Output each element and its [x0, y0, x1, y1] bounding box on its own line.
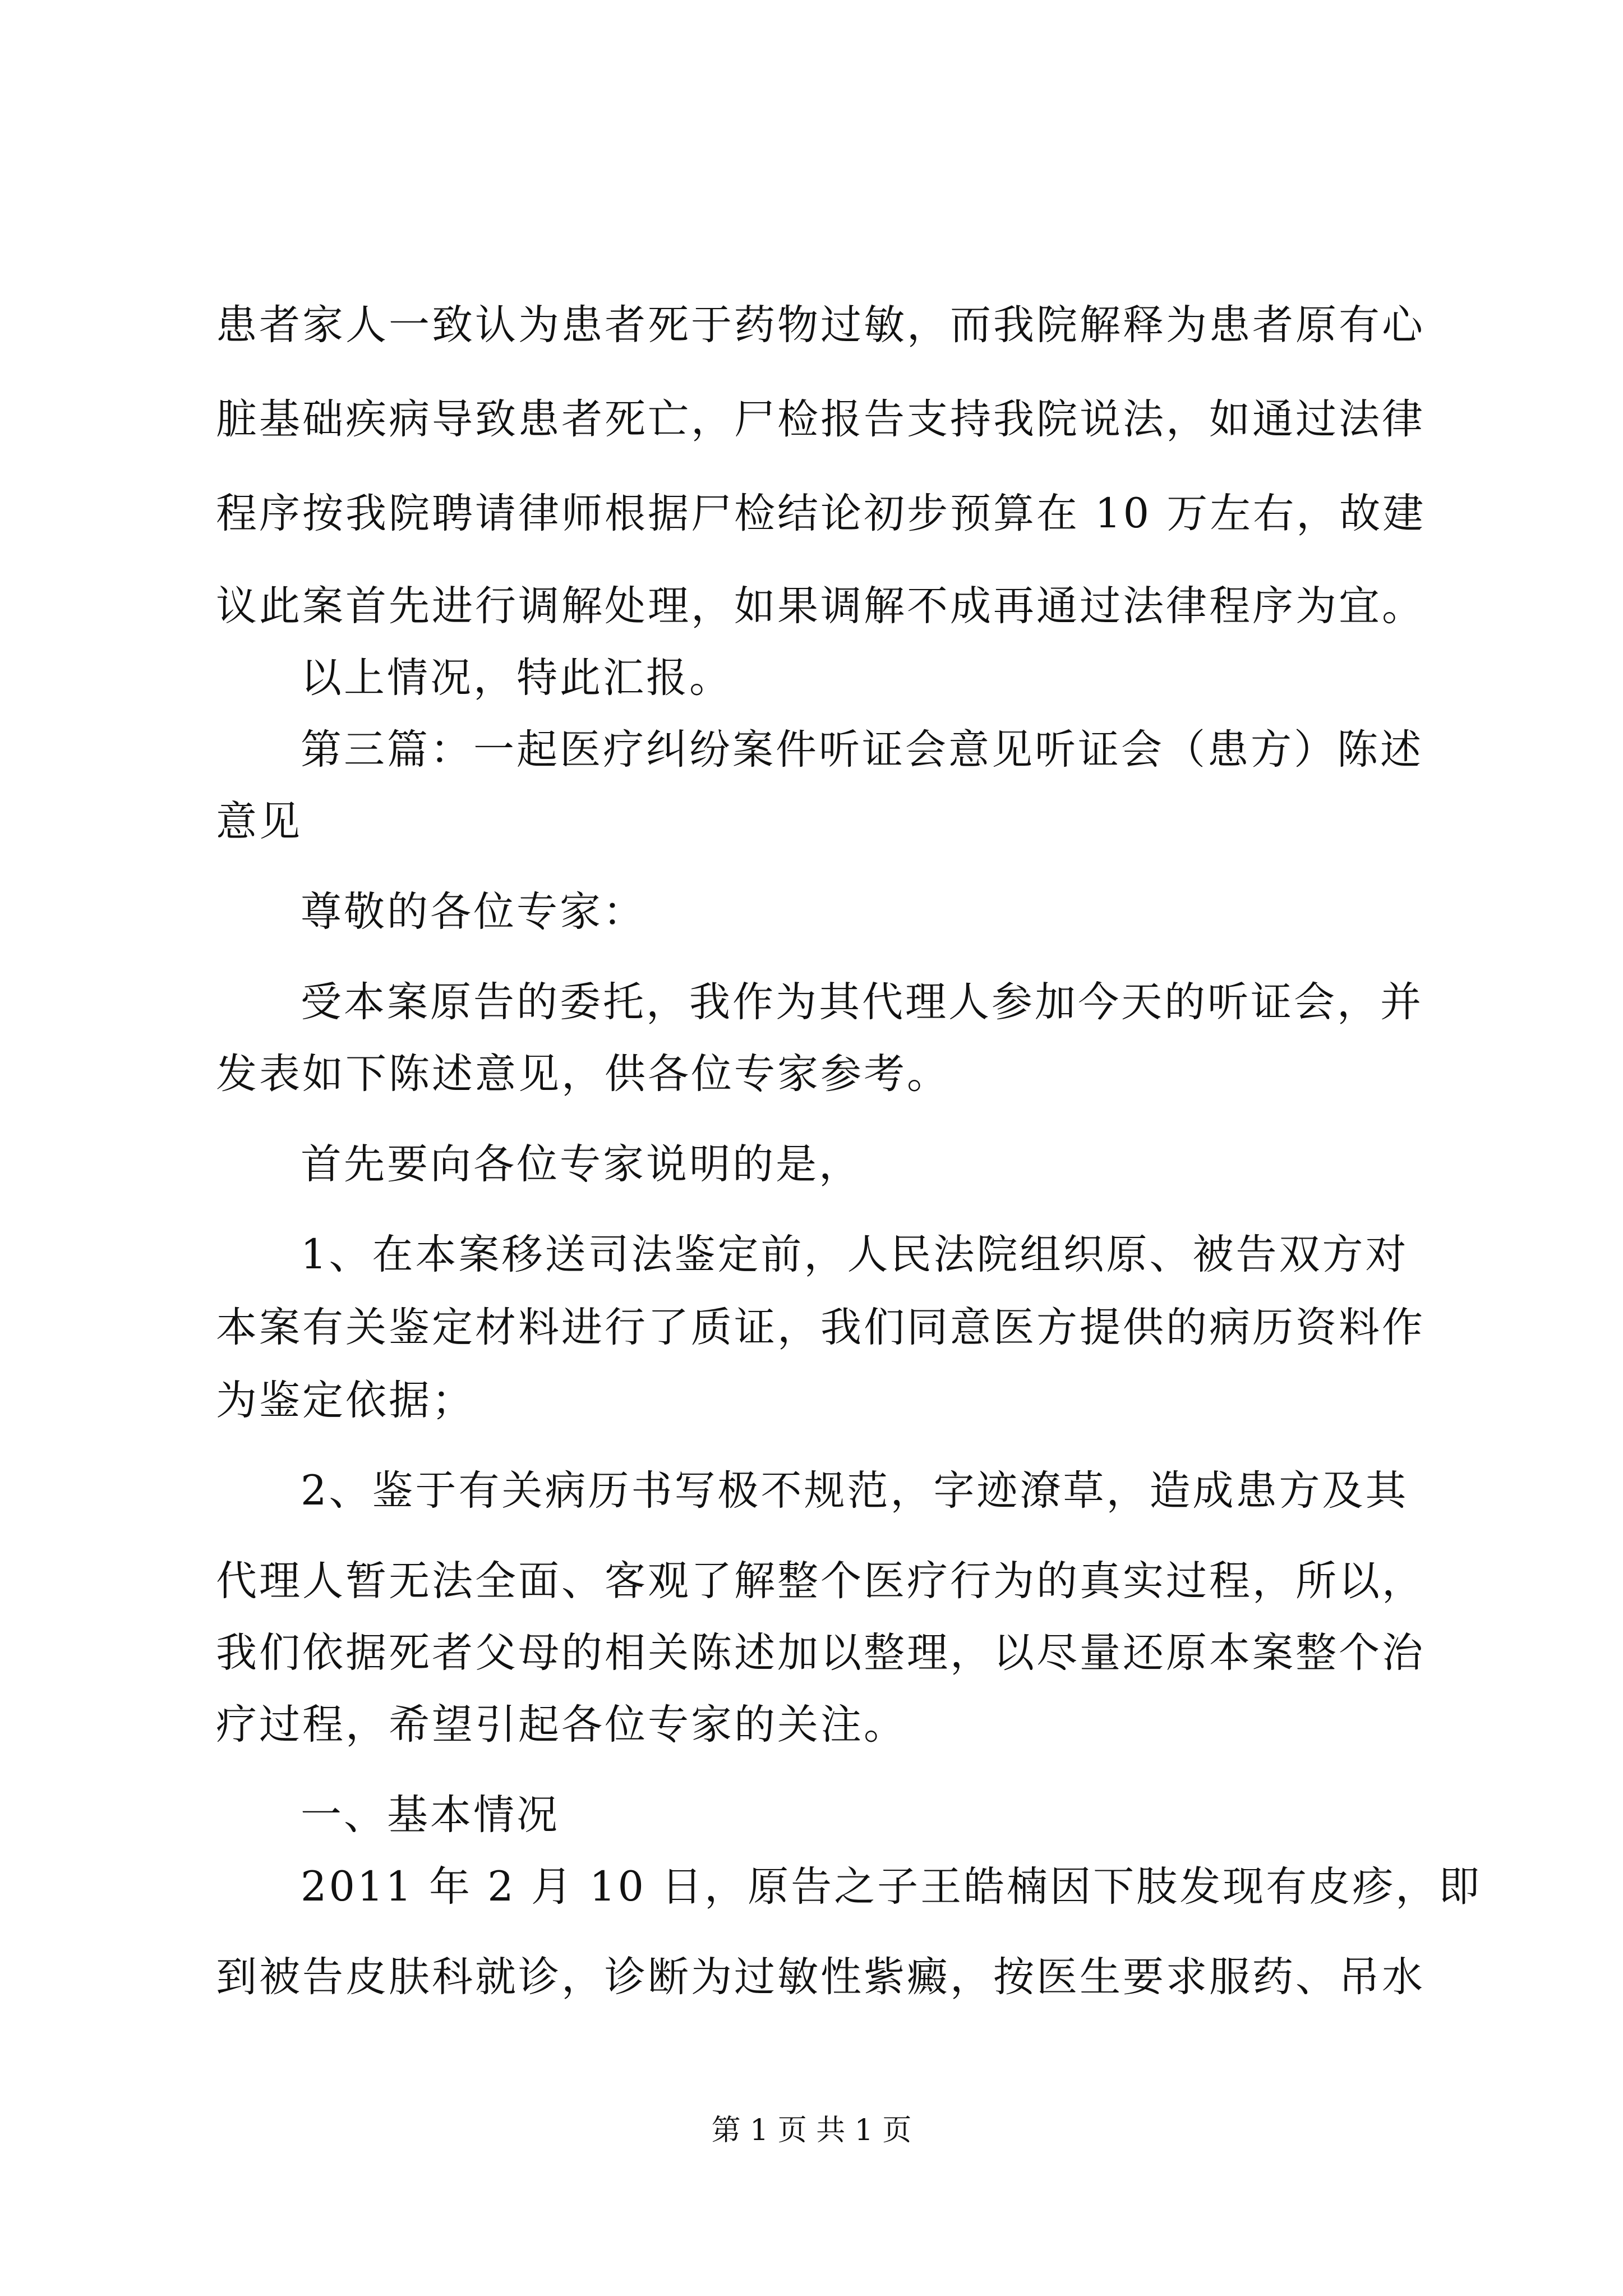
body-text-line: 代理人暂无法全面、客观了解整个医疗行为的真实过程，所以， — [216, 1557, 1425, 1605]
body-text-line: 2、鉴于有关病历书写极不规范，字迹潦草，造成患方及其 — [301, 1467, 1409, 1515]
body-text-line: 到被告皮肤科就诊，诊断为过敏性紫癜，按医生要求服药、吊水 — [216, 1953, 1425, 2001]
section-heading: 第三篇：一起医疗纠纷案件听证会意见听证会（患方）陈述 — [301, 726, 1423, 774]
body-text-line: 以上情况，特此汇报。 — [301, 654, 732, 702]
page-footer: 第 1 页 共 1 页 — [711, 2114, 912, 2147]
body-text-line: 我们依据死者父母的相关陈述加以整理，以尽量还原本案整个治 — [216, 1629, 1425, 1677]
body-text-line: 发表如下陈述意见，供各位专家参考。 — [216, 1050, 950, 1098]
body-text-line: 患者家人一致认为患者死于药物过敏，而我院解释为患者原有心 — [216, 301, 1425, 349]
body-text-line: 程序按我院聘请律师根据尸检结论初步预算在 10 万左右，故建 — [216, 490, 1426, 537]
body-text-line: 2011 年 2 月 10 日，原告之子王皓楠因下肢发现有皮疹，即 — [301, 1863, 1482, 1911]
body-text-line: 1、在本案移送司法鉴定前，人民法院组织原、被告双方对 — [301, 1231, 1409, 1278]
body-text-line: 疗过程，希望引起各位专家的关注。 — [216, 1701, 907, 1749]
salutation: 尊敬的各位专家： — [301, 888, 646, 936]
section-heading-continued: 意见 — [216, 798, 302, 845]
body-text-line: 脏基础疾病导致患者死亡，尸检报告支持我院说法，如通过法律 — [216, 395, 1425, 443]
body-text-line: 为鉴定依据； — [216, 1377, 475, 1424]
body-text-line: 受本案原告的委托，我作为其代理人参加今天的听证会，并 — [301, 978, 1423, 1026]
body-text-line: 本案有关鉴定材料进行了质证，我们同意医方提供的病历资料作 — [216, 1304, 1425, 1351]
body-text-line: 首先要向各位专家说明的是， — [301, 1140, 862, 1188]
subsection-heading: 一、基本情况 — [301, 1791, 560, 1839]
body-text-line: 议此案首先进行调解处理，如果调解不成再通过法律程序为宜。 — [216, 582, 1425, 630]
